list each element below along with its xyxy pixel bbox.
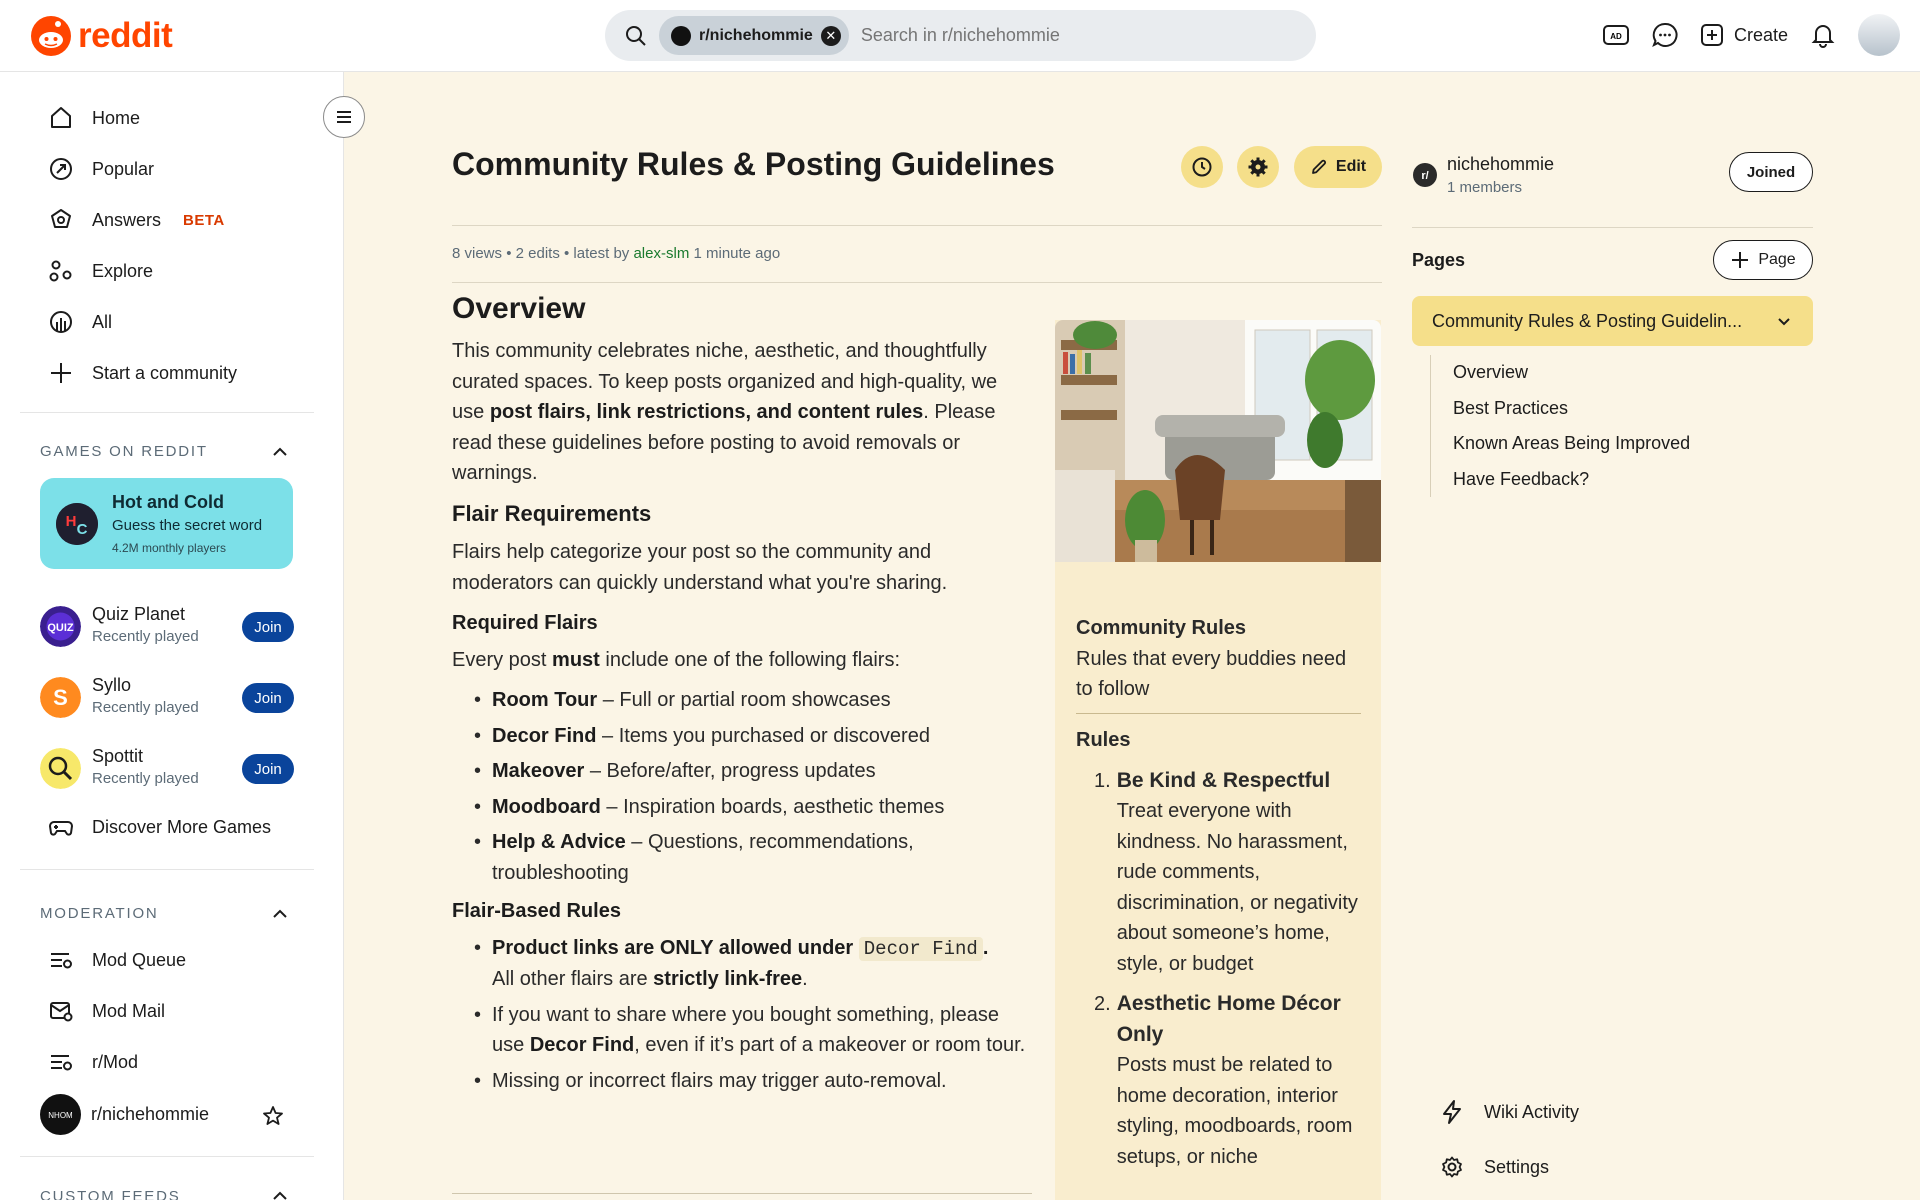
mod-queue-label: Mod Queue bbox=[92, 949, 187, 970]
game-name: Quiz Planet bbox=[92, 604, 186, 624]
collapse-sidebar-button[interactable] bbox=[323, 96, 365, 138]
infobox-divider bbox=[1076, 713, 1361, 714]
selected-page-label: Community Rules & Posting Guidelin... bbox=[1432, 310, 1743, 331]
settings-gear-icon bbox=[1440, 1155, 1464, 1179]
chevron-up-icon[interactable] bbox=[270, 1186, 290, 1200]
mod-mail-icon bbox=[48, 998, 74, 1024]
edit-label: Edit bbox=[1335, 158, 1367, 175]
left-sidebar bbox=[0, 72, 344, 1200]
nav-explore[interactable] bbox=[48, 258, 153, 284]
reddit-wordmark: reddit bbox=[78, 16, 173, 55]
plus-icon bbox=[1730, 250, 1750, 270]
discover-more-games[interactable] bbox=[48, 814, 271, 840]
list-item: • Help & Advice – Questions, recommendations, troubleshooting bbox=[474, 827, 1032, 888]
community-avatar bbox=[671, 26, 691, 46]
custom-feeds-section-title: CUSTOM FEEDS bbox=[40, 1188, 181, 1200]
member-count: 1 members bbox=[1447, 179, 1523, 196]
search-chip-label: r/nichehommie bbox=[699, 26, 813, 44]
join-button[interactable]: Join bbox=[242, 683, 294, 713]
right-panel-divider bbox=[1412, 227, 1813, 228]
rules-infobox bbox=[1055, 320, 1381, 1200]
join-button[interactable]: Join bbox=[242, 754, 294, 784]
list-item: • Missing or incorrect flairs may trigger auto-removal. bbox=[474, 1066, 1032, 1097]
flair-list bbox=[452, 685, 1032, 888]
notification-icon[interactable] bbox=[1810, 22, 1836, 48]
room-photo bbox=[1055, 320, 1381, 562]
discover-games-label: Discover More Games bbox=[92, 816, 272, 837]
mod-mail[interactable] bbox=[48, 998, 165, 1024]
heading-flair-requirements: Flair Requirements bbox=[452, 500, 652, 526]
history-button[interactable] bbox=[1181, 146, 1223, 188]
rule-title: Be Kind & Respectful bbox=[1116, 768, 1331, 792]
header-actions bbox=[1602, 14, 1900, 56]
nav-popular-label: Popular bbox=[92, 158, 155, 179]
heading-required-flairs: Required Flairs bbox=[452, 612, 598, 634]
nav-all[interactable] bbox=[48, 309, 112, 335]
flair-rules-list bbox=[452, 933, 1032, 1097]
title-divider bbox=[452, 225, 1382, 226]
overview-paragraph: This community celebrates niche, aesthetic, and thoughtfully curated spaces. To keep posts organized and high-quality, we use post flairs, link restrictions, and content rules. Please read these guidelines before posting to avoid removals or warnings. bbox=[452, 340, 998, 484]
nav-home[interactable] bbox=[48, 105, 140, 131]
chat-icon[interactable] bbox=[1652, 22, 1678, 48]
nav-answers[interactable] bbox=[48, 207, 225, 233]
chevron-up-icon[interactable] bbox=[270, 904, 290, 924]
quiz-planet-icon bbox=[40, 606, 81, 647]
chevron-down-icon bbox=[1775, 312, 1793, 330]
svg-text:S: S bbox=[53, 685, 68, 710]
moderation-section-title: MODERATION bbox=[40, 905, 159, 922]
list-item: • Room Tour – Full or partial room showcases bbox=[474, 685, 1032, 716]
meta-divider bbox=[452, 282, 1382, 283]
sidebar-divider bbox=[20, 869, 314, 870]
game-row-spottit[interactable] bbox=[40, 744, 294, 794]
toc-item[interactable]: Have Feedback? bbox=[1453, 468, 1590, 489]
community-name[interactable]: nichehommie bbox=[1447, 154, 1555, 174]
featured-game-meta: 4.2M monthly players bbox=[112, 541, 227, 555]
game-status: Recently played bbox=[92, 770, 199, 787]
explore-icon bbox=[48, 258, 74, 284]
clear-chip-icon[interactable]: ✕ bbox=[821, 26, 841, 46]
nav-explore-label: Explore bbox=[92, 260, 154, 281]
mod-queue[interactable] bbox=[48, 947, 186, 973]
pencil-icon bbox=[1310, 158, 1328, 176]
game-name: Spottit bbox=[92, 746, 144, 766]
toc-item[interactable]: Overview bbox=[1453, 362, 1529, 382]
add-page-button[interactable] bbox=[1713, 240, 1813, 280]
sidebar-divider bbox=[20, 412, 314, 413]
featured-game-subtitle: Guess the secret word bbox=[112, 517, 263, 534]
nav-popular[interactable] bbox=[48, 156, 154, 182]
flair-paragraph: Flairs help categorize your post so the community and moderators can quickly understand what you're sharing. bbox=[452, 541, 948, 594]
top-header bbox=[0, 0, 1920, 72]
all-icon bbox=[48, 309, 74, 335]
create-label: Create bbox=[1733, 24, 1788, 45]
svg-text:C: C bbox=[76, 521, 88, 538]
popular-icon bbox=[48, 156, 74, 182]
answers-icon bbox=[48, 207, 74, 233]
chevron-up-icon[interactable] bbox=[270, 442, 290, 462]
reddit-snoo-icon bbox=[30, 15, 72, 57]
search-community-chip[interactable] bbox=[659, 16, 849, 55]
wiki-settings-button[interactable] bbox=[1237, 146, 1279, 188]
meta-latest: latest by bbox=[573, 245, 630, 262]
reddit-logo[interactable] bbox=[30, 15, 172, 57]
community-avatar-icon bbox=[40, 1094, 81, 1135]
rule-item: 2. Aesthetic Home Décor Only Posts must be related to home decoration, interior styling, moodboards, room setups, or niche bbox=[1094, 992, 1353, 1168]
infobox-rules bbox=[1076, 725, 1366, 1172]
heading-overview: Overview bbox=[452, 292, 586, 325]
nav-answers-label: Answers bbox=[92, 209, 162, 230]
list-item: • Moodboard – Inspiration boards, aesthetic themes bbox=[474, 792, 1032, 823]
featured-game-card[interactable] bbox=[40, 478, 293, 569]
page-title: Community Rules & Posting Guidelines bbox=[452, 146, 1055, 182]
rule-body: Treat everyone with kindness. No harassment, rude comments, discrimination, or negativity about someone’s home, style, or budget bbox=[1116, 800, 1358, 975]
advertise-icon[interactable] bbox=[1602, 23, 1630, 47]
game-row-syllo[interactable] bbox=[40, 673, 294, 723]
featured-game-title: Hot and Cold bbox=[112, 492, 224, 512]
infobox-rules-title: Rules bbox=[1076, 729, 1131, 751]
rule-title: Aesthetic Home Décor Only bbox=[1116, 992, 1341, 1046]
content-divider bbox=[452, 1193, 1032, 1194]
settings-link[interactable] bbox=[1440, 1155, 1549, 1179]
beta-badge: BETA bbox=[183, 211, 225, 229]
list-item: • Decor Find – Items you purchased or discovered bbox=[474, 721, 1032, 752]
list-item: • Makeover – Before/after, progress updates bbox=[474, 756, 1032, 787]
game-name: Syllo bbox=[92, 675, 132, 695]
list-item: • Product links are ONLY allowed under Decor Find . All other flairs are strictly link-free. bbox=[474, 933, 1032, 995]
joined-button[interactable]: Joined bbox=[1729, 152, 1813, 192]
game-status: Recently played bbox=[92, 699, 199, 716]
gear-icon bbox=[1247, 156, 1269, 178]
wiki-activity-label: Wiki Activity bbox=[1484, 1101, 1580, 1122]
meta-time: 1 minute ago bbox=[693, 245, 781, 262]
wiki-activity-link[interactable] bbox=[1440, 1099, 1579, 1125]
infobox-rules-sub: Rules that every buddies need to follow bbox=[1076, 647, 1347, 700]
lightning-icon bbox=[1440, 1099, 1464, 1125]
star-icon[interactable] bbox=[262, 1105, 284, 1127]
toc-item[interactable]: Best Practices bbox=[1453, 397, 1569, 418]
r-mod[interactable] bbox=[48, 1049, 138, 1075]
r-nichehommie[interactable] bbox=[40, 1094, 209, 1135]
create-icon bbox=[1700, 23, 1724, 47]
required-flairs-paragraph: Every post must include one of the following flairs: bbox=[452, 648, 901, 671]
join-button[interactable]: Join bbox=[242, 612, 294, 642]
search-input[interactable] bbox=[861, 25, 1181, 46]
add-page-label: Page bbox=[1758, 251, 1796, 268]
svg-text:QUIZ: QUIZ bbox=[47, 622, 74, 634]
edit-button[interactable] bbox=[1294, 146, 1382, 188]
syllo-icon bbox=[40, 677, 81, 718]
svg-text:NHOM: NHOM bbox=[48, 1111, 73, 1120]
svg-text:AD: AD bbox=[1610, 32, 1622, 41]
infobox-rules-heading: Community Rules bbox=[1076, 617, 1247, 639]
r-mod-label: r/Mod bbox=[92, 1051, 139, 1072]
rule-item: 1. Be Kind & Respectful Treat everyone with kindness. No harassment, rude comments, discrimination, or negativity about someone’s home, style, or budget bbox=[1094, 768, 1358, 975]
wiki-article bbox=[452, 290, 1032, 1101]
nav-all-label: All bbox=[92, 311, 113, 332]
meta-edits: 2 edits bbox=[515, 245, 560, 262]
spottit-icon bbox=[40, 748, 81, 789]
page-toc bbox=[1430, 355, 1810, 497]
page-selector[interactable] bbox=[1412, 296, 1813, 346]
clock-icon bbox=[1191, 156, 1213, 178]
gamepad-icon bbox=[48, 814, 74, 840]
page-meta: 8 views • 2 edits • latest by alex-slm 1 minute ago bbox=[452, 245, 781, 262]
pages-title: Pages bbox=[1412, 250, 1466, 270]
create-button[interactable] bbox=[1700, 23, 1788, 47]
svg-text:r/: r/ bbox=[1421, 170, 1429, 182]
hot-and-cold-icon bbox=[56, 503, 98, 545]
plus-icon bbox=[48, 360, 74, 386]
mod-mail-label: Mod Mail bbox=[92, 1000, 166, 1021]
nav-start-community-label: Start a community bbox=[92, 362, 238, 383]
nav-start-community[interactable] bbox=[48, 360, 237, 386]
svg-text:H: H bbox=[65, 513, 77, 530]
game-row-quiz-planet[interactable] bbox=[40, 602, 294, 652]
search-icon bbox=[625, 25, 647, 47]
toc-item[interactable]: Known Areas Being Improved bbox=[1453, 433, 1691, 453]
settings-label: Settings bbox=[1484, 1156, 1550, 1177]
game-status: Recently played bbox=[92, 628, 199, 645]
r-mod-icon bbox=[48, 1049, 74, 1075]
rule-body: Posts must be related to home decoration, interior styling, moodboards, room setups, or niche bbox=[1116, 1054, 1353, 1168]
nav-home-label: Home bbox=[92, 107, 141, 128]
user-avatar[interactable] bbox=[1858, 14, 1900, 56]
search-bar[interactable] bbox=[605, 10, 1316, 61]
games-section-title: GAMES ON REDDIT bbox=[40, 443, 208, 460]
home-icon bbox=[48, 105, 74, 131]
mod-queue-icon bbox=[48, 947, 74, 973]
community-avatar-icon bbox=[1413, 163, 1437, 187]
heading-flair-based-rules: Flair-Based Rules bbox=[452, 900, 621, 922]
meta-user-link[interactable]: alex-slm bbox=[633, 245, 690, 262]
r-nichehommie-label: r/nichehommie bbox=[91, 1104, 210, 1124]
meta-views: 8 views bbox=[452, 245, 503, 262]
sidebar-divider bbox=[20, 1156, 314, 1157]
list-item: • If you want to share where you bought something, please use Decor Find, even if it’s part of a makeover or room tour. bbox=[474, 1000, 1032, 1061]
infobox-intro bbox=[1076, 613, 1366, 705]
menu-icon bbox=[335, 109, 353, 125]
